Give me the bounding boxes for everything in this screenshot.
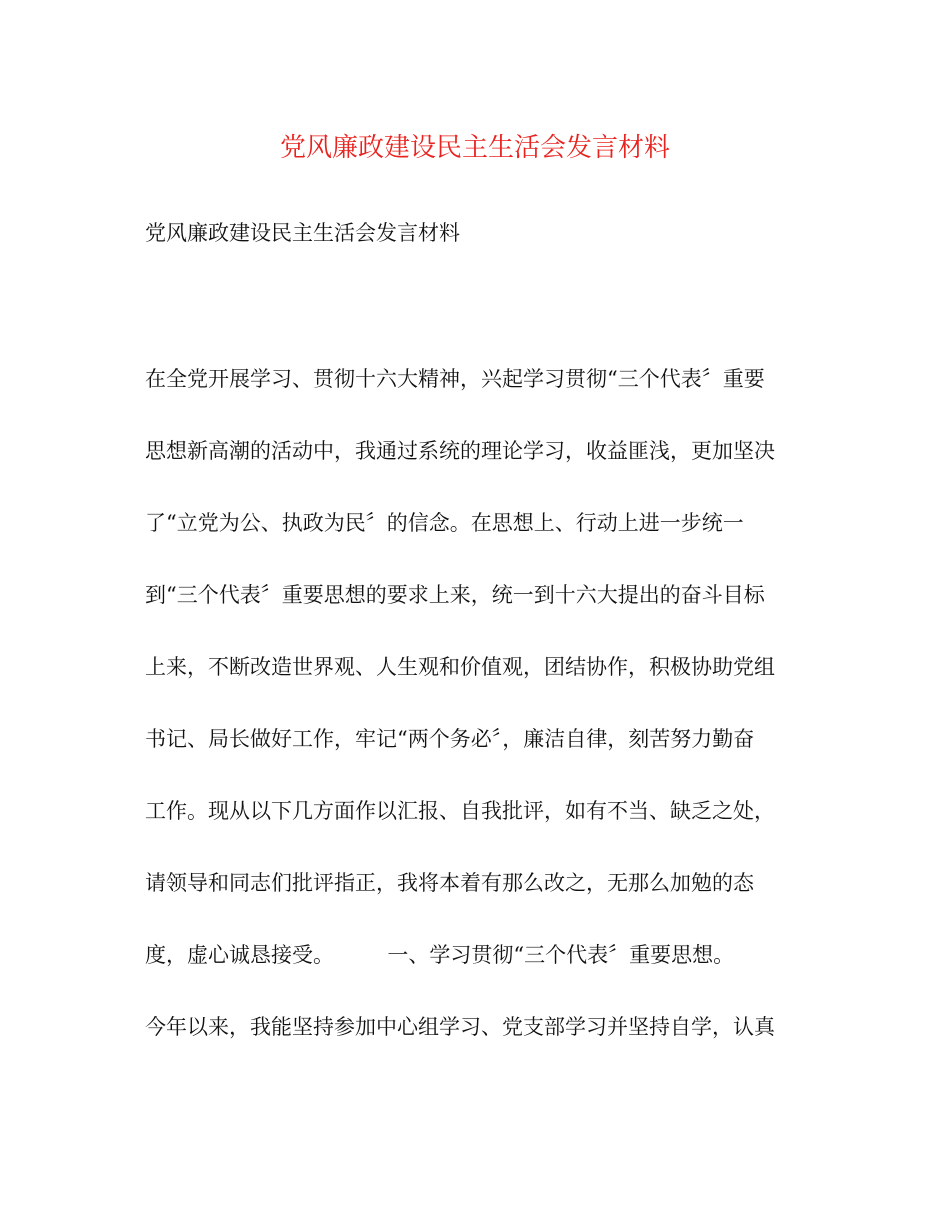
body-line-8: 请领导和同志们批评指正，我将本着有那么改之，无那么加勉的态 xyxy=(145,871,754,895)
body-line-9: 度，虚心诚恳接受。 一、学习贯彻“三个代表〞重要思想。 xyxy=(145,943,735,967)
body-line-5: 上来，不断改造世界观、人生观和价值观，团结协作，积极协助党组 xyxy=(145,655,775,679)
document-subtitle: 党风廉政建设民主生活会发言材料 xyxy=(145,221,460,245)
body-line-7: 工作。现从以下几方面作以汇报、自我批评，如有不当、缺乏之处， xyxy=(145,799,775,823)
document-title: 党风廉政建设民主生活会发言材料 xyxy=(279,133,670,163)
body-line-10: 今年以来，我能坚持参加中心组学习、党支部学习并坚持自学，认真 xyxy=(145,1015,775,1039)
body-line-4: 到“三个代表〞重要思想的要求上来，统一到十六大提出的奋斗目标 xyxy=(145,583,765,607)
body-line-1: 在全党开展学习、贯彻十六大精神，兴起学习贯彻“三个代表〞重要 xyxy=(145,367,765,391)
body-line-6: 书记、局长做好工作，牢记“两个务必〞，廉洁自律，刻苦努力勤奋 xyxy=(145,727,755,751)
body-line-3: 了“立党为公、执政为民〞的信念。在思想上、行动上进一步统一 xyxy=(145,511,744,535)
body-line-2: 思想新高潮的活动中，我通过系统的理论学习，收益匪浅，更加坚决 xyxy=(145,439,775,463)
